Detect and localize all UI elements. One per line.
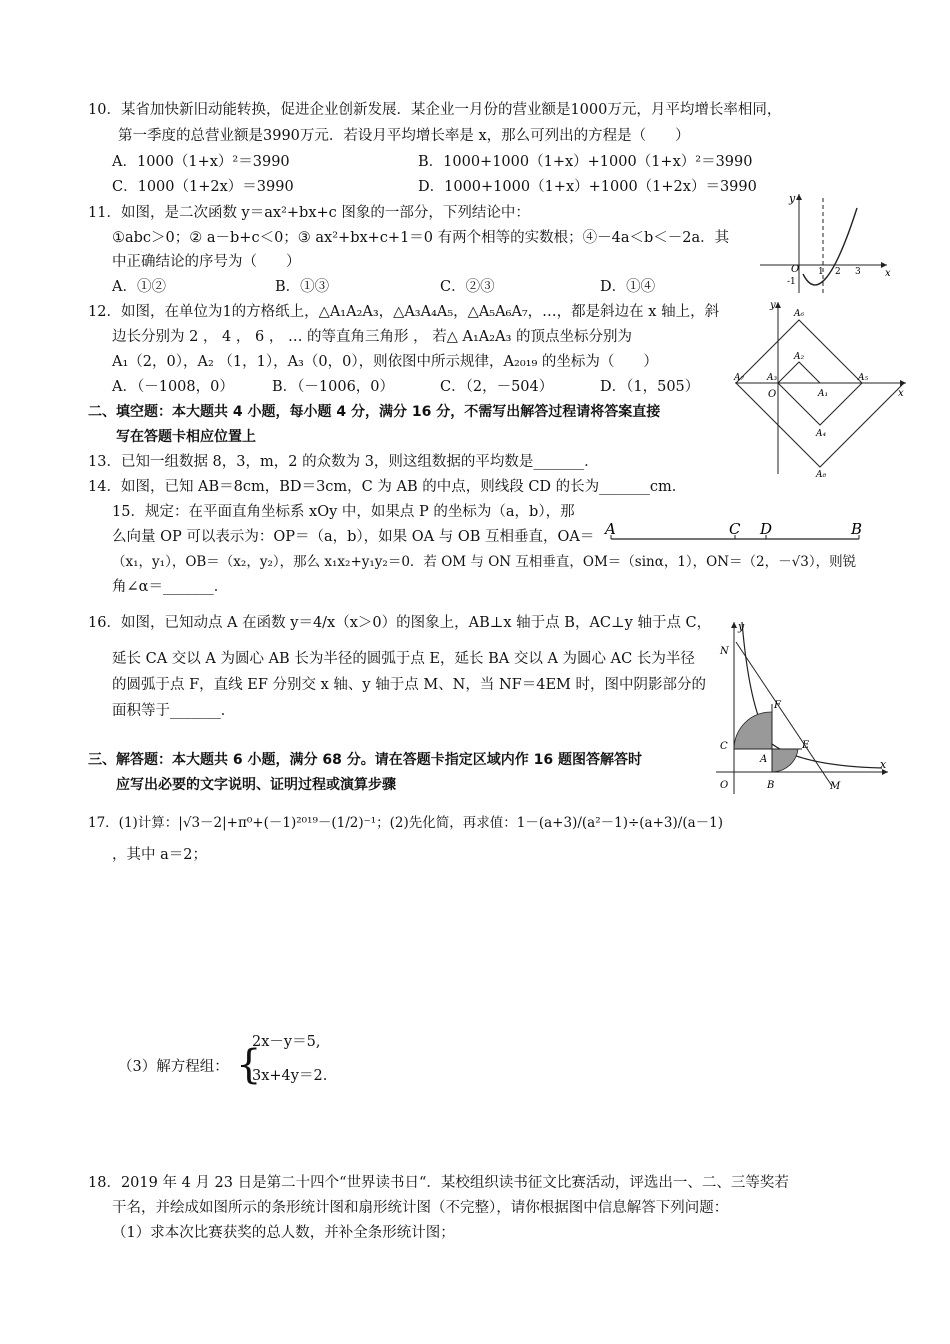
q10-stem-line2: 第一季度的总营业额是3990万元．若设月平均增长率是 x，那么可列出的方程是（ ） bbox=[118, 128, 690, 144]
q16-fig-label-a: A bbox=[760, 754, 768, 765]
q15-stem-line3: （x₁，y₁），OB＝（x₂，y₂），那么 x₁x₂+y₁y₂＝0．若 OM 与 ON 互相垂直，OM＝（sinα，1），ON＝（2，－√3），则锐 bbox=[112, 554, 857, 570]
q11-stem-line3: 中正确结论的序号为（ ） bbox=[112, 254, 301, 270]
q10-option-c: C．1000（1+2x）＝3990 bbox=[112, 179, 294, 195]
q11-fig-label-1: 1 bbox=[818, 267, 824, 277]
q14-fig-label-a: A bbox=[605, 520, 616, 538]
q16-stem-line4: 面积等于_______． bbox=[112, 703, 236, 719]
q11-stem-line2: ①abc＞0；② a－b+c＜0；③ ax²+bx+c+1＝0 有两个相等的实数根；④－4a＜b＜－2a．其 bbox=[112, 230, 730, 246]
system-brace: { bbox=[236, 1042, 262, 1088]
q11-fig-label-o: O bbox=[791, 264, 800, 275]
q10-option-a: A．1000（1+x）²＝3990 bbox=[112, 154, 290, 170]
q18-stem-line1: 18．2019 年 4 月 23 日是第二十四个“世界读书日“．某校组织读书征文比赛活动，评选出一、二、三等奖若 bbox=[88, 1175, 789, 1191]
q12-stem-line1: 12．如图，在单位为1的方格纸上，△A₁A₂A₃，△A₃A₄A₅，△A₅A₆A₇，…，都是斜边在 x 轴上，斜 bbox=[88, 304, 720, 320]
q16-stem-line3: 的圆弧于点 F，直线 EF 分别交 x 轴、y 轴于点 M、N，当 NF＝4EM 时，图中阴影部分的 bbox=[112, 677, 706, 693]
section3-heading-line2: 应写出必要的文字说明、证明过程或演算步骤 bbox=[116, 777, 396, 793]
q16-hyperbola-figure bbox=[712, 616, 892, 796]
q12-option-b: B．（－1006，0） bbox=[272, 379, 395, 395]
q18-stem-line3: （1）求本次比赛获奖的总人数，并补全条形统计图； bbox=[112, 1225, 455, 1241]
q16-fig-label-o: O bbox=[720, 780, 729, 791]
q12-fig-label-a3: A₃ bbox=[767, 373, 778, 383]
q12-fig-label-y: y bbox=[770, 300, 776, 311]
q16-fig-label-f: F bbox=[774, 700, 781, 711]
section3-heading-line1: 三、解答题：本大题共 6 小题，满分 68 分。请在答题卡指定区域内作 16 题图答解答时 bbox=[88, 752, 642, 768]
q13-text: 13．已知一组数据 8，3，m，2 的众数为 3，则这组数据的平均数是_______． bbox=[88, 454, 599, 470]
q12-option-a: A．（－1008，0） bbox=[112, 379, 234, 395]
q12-fig-label-a1: A₁ bbox=[818, 389, 829, 399]
q16-fig-label-e: E bbox=[802, 740, 810, 751]
q12-option-c: C．（2，－504） bbox=[440, 379, 554, 395]
q14-fig-label-d: D bbox=[760, 520, 773, 538]
q16-fig-label-y: y bbox=[738, 620, 745, 633]
q12-fig-label-x: x bbox=[898, 388, 904, 399]
q10-option-d: D．1000+1000（1+x）+1000（1+2x）＝3990 bbox=[418, 179, 757, 195]
q11-option-b: B．①③ bbox=[275, 279, 330, 295]
q11-fig-label-neg1: -1 bbox=[787, 277, 796, 287]
q12-triangles-figure bbox=[730, 296, 910, 478]
q15-stem-line2: 么向量 OP 可以表示为：OP＝（a，b），如果 OA 与 OB 互相垂直，OA＝ bbox=[112, 529, 595, 545]
q15-stem-line4: 角∠α＝_______． bbox=[112, 579, 229, 595]
q16-fig-label-m: M bbox=[830, 781, 841, 792]
section2-heading-line1: 二、填空题：本大题共 4 小题，每小题 4 分，满分 16 分，不需写出解答过程请将答案直接 bbox=[88, 404, 661, 420]
q16-fig-label-n: N bbox=[720, 646, 729, 657]
q11-fig-label-2: 2 bbox=[835, 267, 841, 277]
q11-fig-label-y: y bbox=[789, 192, 796, 205]
q14-text: 14．如图，已知 AB＝8cm，BD＝3cm，C 为 AB 的中点，则线段 CD 的长为_______cm． bbox=[88, 479, 687, 495]
q11-option-d: D．①④ bbox=[600, 279, 656, 295]
q10-stem-line1: 10．某省加快新旧动能转换，促进企业创新发展．某企业一月份的营业额是1000万元，月平均增长率相同， bbox=[88, 102, 782, 118]
q11-option-c: C．②③ bbox=[440, 279, 495, 295]
q12-fig-label-a7: A₇ bbox=[734, 373, 745, 383]
q14-fig-label-c: C bbox=[729, 520, 741, 538]
q14-fig-label-b: B bbox=[851, 520, 863, 538]
q16-fig-label-x: x bbox=[880, 758, 887, 771]
q17-equation-2: 3x+4y＝2. bbox=[252, 1068, 328, 1084]
q12-fig-label-a6: A₆ bbox=[794, 309, 805, 319]
q12-fig-label-o: O bbox=[768, 389, 777, 400]
q14-segment-figure bbox=[603, 518, 873, 546]
q12-fig-label-a2: A₂ bbox=[794, 352, 805, 362]
q16-fig-label-c: C bbox=[720, 741, 728, 752]
q11-parabola-figure bbox=[755, 188, 895, 300]
q17-part3-label: （3）解方程组： bbox=[118, 1059, 229, 1075]
q12-stem-line3: A₁（2，0），A₂ （1，1），A₃（0，0），则依图中所示规律，A₂₀₁₉ 的坐标为（ ） bbox=[112, 354, 658, 370]
q12-fig-label-a4: A₄ bbox=[816, 429, 827, 439]
q12-option-d: D．（1，505） bbox=[600, 379, 700, 395]
q11-option-a: A．①② bbox=[112, 279, 166, 295]
q18-stem-line2: 干名，并绘成如图所示的条形统计图和扇形统计图（不完整），请你根据图中信息解答下列问题： bbox=[112, 1200, 729, 1216]
q17-stem-line2: ，其中 a＝2； bbox=[112, 847, 207, 863]
section2-heading-line2: 写在答题卡相应位置上 bbox=[116, 429, 256, 445]
q11-fig-label-x: x bbox=[885, 268, 891, 279]
q11-stem-line1: 11．如图，是二次函数 y＝ax²+bx+c 图象的一部分，下列结论中： bbox=[88, 205, 530, 221]
q12-fig-label-a8: A₈ bbox=[816, 470, 827, 478]
q15-stem-line1: 15．规定：在平面直角坐标系 xOy 中，如果点 P 的坐标为（a，b），那 bbox=[112, 504, 575, 520]
q10-option-b: B．1000+1000（1+x）+1000（1+x）²＝3990 bbox=[418, 154, 753, 170]
q16-fig-label-b: B bbox=[767, 780, 775, 791]
q16-stem-line1: 16．如图，已知动点 A 在函数 y＝4/x（x＞0）的图象上，AB⊥x 轴于点 B，AC⊥y 轴于点 C， bbox=[88, 615, 712, 631]
q11-fig-label-3: 3 bbox=[855, 267, 861, 277]
q12-stem-line2: 边长分别为 2 ， 4 ， 6 ， … 的等直角三角形 ， 若△ A₁A₂A₃ 的顶点坐标分别为 bbox=[112, 329, 632, 345]
q16-stem-line2: 延长 CA 交以 A 为圆心 AB 长为半径的圆弧于点 E，延长 BA 交以 A 为圆心 AC 长为半径 bbox=[112, 651, 695, 667]
q12-fig-label-a5: A₅ bbox=[858, 373, 869, 383]
q17-stem-line1: 17．(1)计算：|√3－2|+π⁰+(－1)²⁰¹⁹－(1/2)⁻¹；(2)先化简，再求值：1－(a+3)/(a²－1)÷(a+3)/(a－1) bbox=[88, 815, 723, 831]
q17-equation-1: 2x－y＝5, bbox=[252, 1034, 321, 1050]
